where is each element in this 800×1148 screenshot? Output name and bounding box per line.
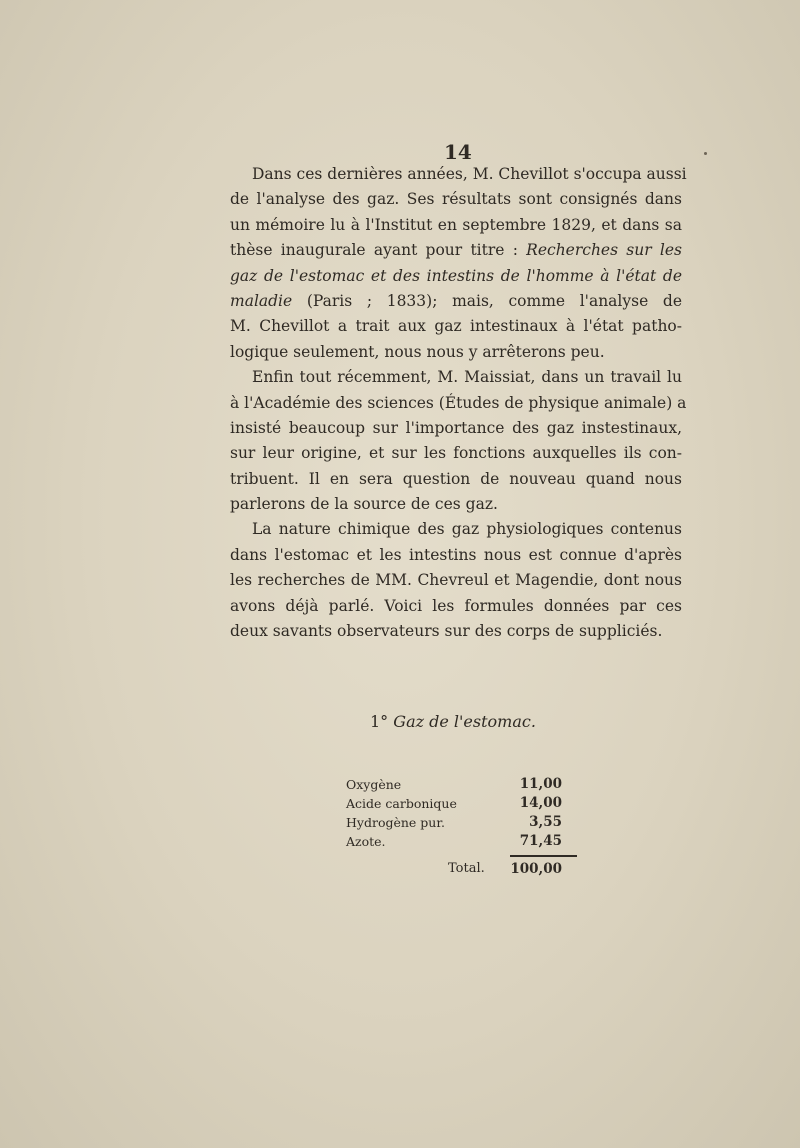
- text-line: avons déjà parlé. Voici les formules données par ces: [230, 596, 682, 615]
- text-fragment: thèse inaugurale ayant pour titre :: [230, 241, 527, 260]
- book-title-fragment: maladie: [230, 291, 293, 310]
- total-value: 100,00: [510, 861, 562, 877]
- gas-name: Acide carbonique: [346, 796, 457, 811]
- book-title-line: gaz de l'estomac et des intestins de l'homme à l'état de: [230, 266, 682, 285]
- gas-value: 14,00: [519, 795, 562, 811]
- text-line: sur leur origine, et sur les fonctions auxquelles ils con-: [230, 444, 682, 463]
- text-line: deux savants observateurs sur des corps de suppliciés.: [230, 622, 663, 641]
- gas-value: 3,55: [529, 814, 562, 830]
- text-line: M. Chevillot a trait aux gaz intestinaux à l'état patho-: [230, 317, 682, 336]
- text-line: Enfin tout récemment, M. Maissiat, dans un travail lu: [252, 368, 682, 387]
- text-line: à l'Académie des sciences (Études de physique animale) a: [230, 393, 687, 412]
- gas-value: 71,45: [519, 833, 562, 849]
- text-line: tribuent. Il en sera question de nouveau quand nous: [230, 469, 682, 488]
- table-row: [346, 832, 576, 851]
- text-line: Dans ces dernières années, M. Chevillot s'occupa aussi: [252, 165, 687, 183]
- composition-table: [346, 775, 576, 877]
- body-text: [230, 162, 687, 644]
- gas-name: Hydrogène pur.: [346, 815, 445, 830]
- paper-spot: [704, 152, 707, 155]
- gas-name: Azote.: [346, 834, 386, 849]
- text-line: dans l'estomac et les intestins nous est connue d'après: [230, 545, 682, 564]
- text-line: de l'analyse des gaz. Ses résultats sont consignés dans: [230, 190, 682, 209]
- table-row: [346, 794, 576, 813]
- text-line: parlerons de la source de ces gaz.: [230, 495, 498, 514]
- page-number: 14: [444, 140, 472, 164]
- text-line: insisté beaucoup sur l'importance des gaz instestinaux,: [230, 418, 682, 437]
- table-row: [346, 813, 576, 832]
- section-title: Gaz de l'estomac.: [393, 712, 536, 731]
- table-row: [346, 775, 576, 794]
- gas-value: 11,00: [519, 776, 562, 792]
- text-line: un mémoire lu à l'Institut en septembre 1829, et dans sa: [230, 215, 682, 234]
- text-fragment: (Paris ; 1833); mais, comme l'analyse de: [292, 291, 682, 310]
- section-heading: [370, 712, 536, 731]
- total-row: [346, 859, 576, 879]
- text-line: [230, 289, 682, 314]
- gas-name: Oxygène: [346, 777, 402, 792]
- text-line: [230, 238, 682, 263]
- text-line: La nature chimique des gaz physiologiques contenus: [252, 520, 682, 539]
- text-line: les recherches de MM. Chevreul et Magendie, dont nous: [230, 571, 682, 590]
- section-number: 1°: [370, 712, 389, 731]
- total-rule: [510, 855, 577, 857]
- book-title-fragment: Recherches sur les: [526, 241, 682, 260]
- total-label: Total.: [448, 861, 485, 876]
- text-line: logique seulement, nous nous y arrêterons peu.: [230, 342, 605, 361]
